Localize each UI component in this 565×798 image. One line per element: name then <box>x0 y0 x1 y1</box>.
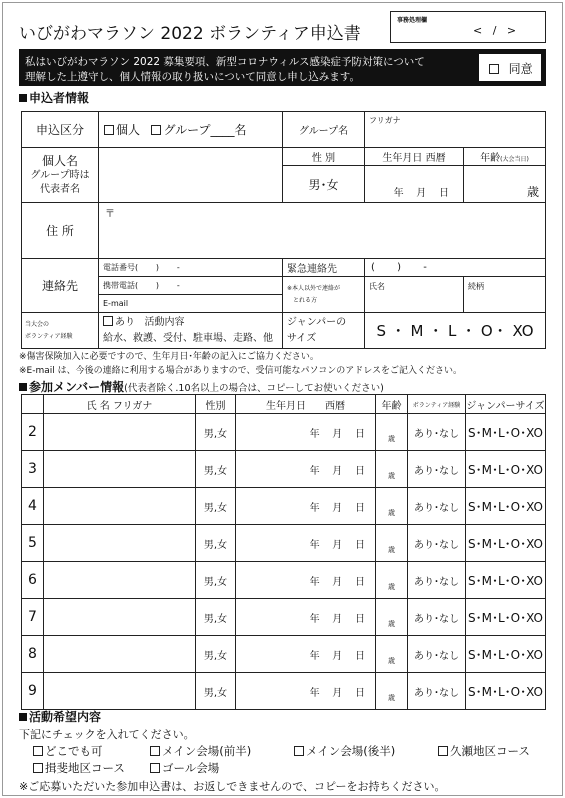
members-table <box>21 394 546 710</box>
member-age[interactable]: 歳 <box>376 562 408 599</box>
checkbox-icon <box>150 746 160 756</box>
member-gender[interactable]: 男,女 <box>196 673 236 710</box>
group-name-label: グループ名 <box>283 112 365 148</box>
checkbox-icon <box>150 763 160 773</box>
name-label-cell: 個人名 グループ時は 代表者名 <box>22 148 99 203</box>
member-name-field[interactable] <box>44 488 196 525</box>
member-name-field[interactable] <box>44 599 196 636</box>
jumper-size-field[interactable]: S ・ M ・ L ・ O・ XO <box>365 313 546 349</box>
consent-line-1: 私はいびがわマラソン 2022 募集要項、新型コロナウィルス感染症予防対策について <box>25 56 425 68</box>
checkbox-icon <box>104 125 114 135</box>
consent-banner <box>19 49 546 86</box>
member-jumper-size[interactable]: S･M･L･O･XO <box>466 414 546 451</box>
experience-label: 当大会の ボランティア経験 <box>22 313 99 349</box>
member-birth[interactable]: 年 月 日 <box>236 451 376 488</box>
member-age[interactable]: 歳 <box>376 488 408 525</box>
member-gender[interactable]: 男,女 <box>196 636 236 673</box>
header-no <box>22 395 44 414</box>
member-age[interactable]: 歳 <box>376 673 408 710</box>
activity-option-3[interactable]: 久瀬地区コース <box>438 743 530 759</box>
address-label: 住 所 <box>22 203 99 259</box>
member-birth[interactable]: 年 月 日 <box>236 414 376 451</box>
member-birth[interactable]: 年 月 日 <box>236 488 376 525</box>
member-name-field[interactable] <box>44 525 196 562</box>
emergency-name-field[interactable]: 氏名 <box>365 277 464 313</box>
section-square-icon <box>19 713 27 721</box>
office-use-date: < / > <box>473 24 517 37</box>
form-title: いびがわマラソン 2022 ボランティア申込書 <box>19 24 361 44</box>
type-label: 申込区分 <box>22 112 99 148</box>
address-field[interactable]: 〒 <box>99 203 546 259</box>
application-form <box>2 2 563 796</box>
gender-value[interactable]: 男･女 <box>283 166 365 203</box>
member-no: 6 <box>22 562 44 599</box>
member-no: 2 <box>22 414 44 451</box>
member-age[interactable]: 歳 <box>376 599 408 636</box>
member-gender[interactable]: 男,女 <box>196 414 236 451</box>
member-name-field[interactable] <box>44 673 196 710</box>
gender-label: 性 別 <box>283 148 365 166</box>
member-age[interactable]: 歳 <box>376 636 408 673</box>
applicant-notes <box>19 350 462 378</box>
member-name-field[interactable] <box>44 562 196 599</box>
member-gender[interactable]: 男,女 <box>196 599 236 636</box>
activity-option-4[interactable]: 揖斐地区コース <box>33 760 125 776</box>
member-experience[interactable]: あり･なし <box>408 488 466 525</box>
member-no: 9 <box>22 673 44 710</box>
member-gender[interactable]: 男,女 <box>196 488 236 525</box>
checkbox-icon <box>294 746 304 756</box>
member-name-field[interactable] <box>44 451 196 488</box>
opt-individual[interactable]: 個人 <box>104 123 140 137</box>
group-count-blank[interactable]: ____ <box>210 123 235 137</box>
emergency-phone-field[interactable]: ( ) - <box>365 259 546 277</box>
member-no: 8 <box>22 636 44 673</box>
member-name-field[interactable] <box>44 636 196 673</box>
member-birth[interactable]: 年 月 日 <box>236 525 376 562</box>
header-name: 氏 名 フリガナ <box>44 395 196 414</box>
applicant-table <box>21 111 546 349</box>
activity-option-2[interactable]: メイン会場(後半) <box>294 743 395 759</box>
member-gender[interactable]: 男,女 <box>196 451 236 488</box>
member-jumper-size[interactable]: S･M･L･O･XO <box>466 525 546 562</box>
note-1: ※傷害保険加入に必要ですので、生年月日･年齢の記入にご協力ください。 <box>19 352 319 362</box>
member-jumper-size[interactable]: S･M･L･O･XO <box>466 636 546 673</box>
member-birth[interactable]: 年 月 日 <box>236 636 376 673</box>
activity-instruction: 下記にチェックを入れてください。 <box>19 728 195 741</box>
footer-note: ※ご応募いただいた参加申込書は、お返しできませんので、コピーをお持ちください。 <box>19 780 446 793</box>
section-square-icon <box>19 383 27 391</box>
header-age: 年齢 <box>376 395 408 414</box>
agree-checkbox[interactable] <box>479 54 541 81</box>
member-gender[interactable]: 男,女 <box>196 562 236 599</box>
emergency-label: 緊急連絡先 <box>283 259 365 277</box>
member-name-field[interactable] <box>44 414 196 451</box>
member-gender[interactable]: 男,女 <box>196 525 236 562</box>
member-age[interactable]: 歳 <box>376 525 408 562</box>
member-no: 3 <box>22 451 44 488</box>
member-jumper-size[interactable]: S･M･L･O･XO <box>466 599 546 636</box>
member-birth[interactable]: 年 月 日 <box>236 673 376 710</box>
name-field[interactable] <box>99 148 283 203</box>
relationship-field[interactable]: 続柄 <box>464 277 546 313</box>
checkbox-icon <box>151 125 161 135</box>
office-use-label: 事務処理欄 <box>397 17 428 24</box>
member-experience[interactable]: あり･なし <box>408 599 466 636</box>
birth-label: 生年月日 西暦 <box>365 148 464 166</box>
member-birth[interactable]: 年 月 日 <box>236 599 376 636</box>
note-2: ※E-mail は、今後の連絡に利用する場合がありますので、受信可能なパソコンのアドレスをご記入ください。 <box>19 366 462 376</box>
group-name-field[interactable]: フリガナ <box>365 112 546 148</box>
member-no: 7 <box>22 599 44 636</box>
member-row <box>22 599 546 636</box>
type-options: 個人 グループ____名 <box>99 112 283 148</box>
member-row <box>22 488 546 525</box>
member-experience[interactable]: あり･なし <box>408 562 466 599</box>
agree-label: 同意 <box>508 62 533 76</box>
member-row <box>22 562 546 599</box>
opt-group[interactable]: グループ <box>151 123 210 137</box>
member-row <box>22 414 546 451</box>
member-experience[interactable]: あり･なし <box>408 451 466 488</box>
member-age[interactable]: 歳 <box>376 451 408 488</box>
member-jumper-size[interactable]: S･M･L･O･XO <box>466 562 546 599</box>
member-row <box>22 673 546 710</box>
member-experience[interactable]: あり･なし <box>408 414 466 451</box>
birth-value[interactable]: 年 月 日 <box>365 166 464 203</box>
member-age[interactable]: 歳 <box>376 414 408 451</box>
activity-option-0[interactable]: どこでも可 <box>33 743 103 759</box>
phone-field[interactable]: 電話番号( ) - <box>99 259 283 277</box>
member-jumper-size[interactable]: S･M･L･O･XO <box>466 451 546 488</box>
header-gender: 性別 <box>196 395 236 414</box>
emergency-note: ※本人以外で連絡が とれる方 <box>283 277 365 313</box>
email-field[interactable]: E-mail <box>99 295 283 313</box>
checkbox-icon <box>33 763 43 773</box>
activity-option-5[interactable]: ゴール会場 <box>150 760 219 776</box>
agree-box-icon <box>489 64 499 74</box>
members-section-title: 参加メンバー情報(代表者除く.10名以上の場合は、コピーしてお使いください) <box>19 378 384 395</box>
jumper-label: ジャンパーの サイズ <box>283 313 365 349</box>
experience-field[interactable]: あり 活動内容 給水、救護、受付、駐車場、走路、他 <box>99 313 283 349</box>
member-no: 5 <box>22 525 44 562</box>
checkbox-icon <box>33 746 43 756</box>
member-jumper-size[interactable]: S･M･L･O･XO <box>466 673 546 710</box>
member-experience[interactable]: あり･なし <box>408 673 466 710</box>
header-birth: 生年月日 西暦 <box>236 395 376 414</box>
member-no: 4 <box>22 488 44 525</box>
header-experience: ボランティア経験 <box>408 395 466 414</box>
section-square-icon <box>19 94 27 102</box>
member-row <box>22 451 546 488</box>
activity-option-1[interactable]: メイン会場(前半) <box>150 743 251 759</box>
age-value[interactable]: 歳 <box>464 166 546 203</box>
office-use-box <box>390 11 546 43</box>
checkbox-icon <box>438 746 448 756</box>
activity-section-title: 活動希望内容 <box>19 708 101 725</box>
checkbox-icon <box>103 316 113 326</box>
consent-line-2: 理解した上遵守し、個人情報の取り扱いについて同意し申し込みます。 <box>25 71 360 83</box>
member-row <box>22 525 546 562</box>
header-jumper: ジャンパーサイズ <box>466 395 546 414</box>
mobile-field[interactable]: 携帯電話( ) - <box>99 277 283 295</box>
member-jumper-size[interactable]: S･M･L･O･XO <box>466 488 546 525</box>
member-experience[interactable]: あり･なし <box>408 525 466 562</box>
member-birth[interactable]: 年 月 日 <box>236 562 376 599</box>
member-experience[interactable]: あり･なし <box>408 636 466 673</box>
contact-label: 連絡先 <box>22 259 99 313</box>
applicant-section-title: 申込者情報 <box>19 89 89 106</box>
member-row <box>22 636 546 673</box>
age-label: 年齢(大会当日) <box>464 148 546 166</box>
